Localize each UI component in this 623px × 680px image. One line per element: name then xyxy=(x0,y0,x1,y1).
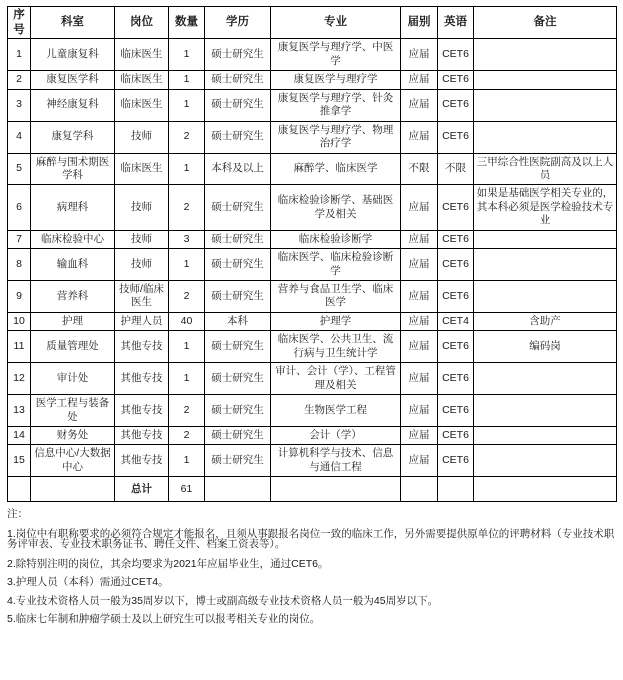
cell-graduation: 应届 xyxy=(401,71,438,89)
cell-department: 输血科 xyxy=(31,249,115,281)
cell-english: CET6 xyxy=(438,445,474,477)
cell-major: 护理学 xyxy=(271,312,401,330)
cell-department: 康复学科 xyxy=(31,121,115,153)
cell-post: 其他专技 xyxy=(115,445,169,477)
cell-education: 硕士研究生 xyxy=(205,363,271,395)
cell-remark: 编码岗 xyxy=(474,331,617,363)
table-row xyxy=(8,395,617,427)
cell-department: 康复医学科 xyxy=(31,71,115,89)
total-cell-graduation xyxy=(401,477,438,502)
cell-index: 4 xyxy=(8,121,31,153)
cell-quantity: 1 xyxy=(169,153,205,185)
cell-department: 审计处 xyxy=(31,363,115,395)
note-item: 3.护理人员（本科）需通过CET4。 xyxy=(7,576,169,589)
cell-education: 硕士研究生 xyxy=(205,331,271,363)
cell-quantity: 1 xyxy=(169,39,205,71)
note-item: 4.专业技术资格人员一般为35周岁以下，博士或副高级专业技术资格人员一般为45周岁以下。 xyxy=(7,594,439,607)
cell-post: 临床医生 xyxy=(115,71,169,89)
total-quantity: 61 xyxy=(169,477,205,502)
cell-english: CET6 xyxy=(438,249,474,281)
cell-index: 7 xyxy=(8,230,31,248)
cell-index: 10 xyxy=(8,312,31,330)
table-row xyxy=(8,281,617,313)
cell-english: CET6 xyxy=(438,363,474,395)
column-header-remark: 备注 xyxy=(474,7,617,39)
cell-major: 审计、会计（学）、工程管理及相关 xyxy=(271,363,401,395)
table-row xyxy=(8,39,617,71)
cell-major: 麻醉学、临床医学 xyxy=(271,153,401,185)
cell-index: 6 xyxy=(8,185,31,230)
total-cell-remark xyxy=(474,477,617,502)
cell-education: 硕士研究生 xyxy=(205,121,271,153)
cell-department: 麻醉与围术期医学科 xyxy=(31,153,115,185)
cell-quantity: 1 xyxy=(169,363,205,395)
cell-department: 儿童康复科 xyxy=(31,39,115,71)
cell-post: 其他专技 xyxy=(115,331,169,363)
cell-department: 神经康复科 xyxy=(31,89,115,121)
cell-post: 其他专技 xyxy=(115,395,169,427)
cell-graduation: 应届 xyxy=(401,395,438,427)
cell-education: 硕士研究生 xyxy=(205,281,271,313)
cell-major: 生物医学工程 xyxy=(271,395,401,427)
cell-department: 信息中心/大数据中心 xyxy=(31,445,115,477)
cell-major: 会计（学） xyxy=(271,426,401,444)
cell-english: CET4 xyxy=(438,312,474,330)
column-header-english: 英语 xyxy=(438,7,474,39)
cell-graduation: 应届 xyxy=(401,121,438,153)
cell-remark xyxy=(474,71,617,89)
cell-remark: 三甲综合性医院副高及以上人员 xyxy=(474,153,617,185)
cell-graduation: 应届 xyxy=(401,39,438,71)
cell-post: 技师 xyxy=(115,249,169,281)
cell-remark xyxy=(474,121,617,153)
cell-post: 技师 xyxy=(115,185,169,230)
cell-remark xyxy=(474,426,617,444)
cell-graduation: 应届 xyxy=(401,445,438,477)
table-row xyxy=(8,185,617,230)
table-header xyxy=(8,7,617,39)
cell-remark xyxy=(474,281,617,313)
cell-index: 3 xyxy=(8,89,31,121)
table-row xyxy=(8,249,617,281)
total-cell-major xyxy=(271,477,401,502)
cell-quantity: 1 xyxy=(169,71,205,89)
cell-major: 临床检验诊断学 xyxy=(271,230,401,248)
cell-graduation: 应届 xyxy=(401,249,438,281)
cell-department: 临床检验中心 xyxy=(31,230,115,248)
table-row xyxy=(8,445,617,477)
column-header-department: 科室 xyxy=(31,7,115,39)
note-item: 1.岗位中有职称要求的必须符合规定才能报名，且须从事跟报名岗位一致的临床工作，另外需要提供原单位的评聘材料（专业技术职务评审表、专业技术职务证书、聘任文件、档案工资表等）。 xyxy=(7,527,615,551)
column-header-post: 岗位 xyxy=(115,7,169,39)
column-header-major: 专业 xyxy=(271,7,401,39)
cell-department: 病理科 xyxy=(31,185,115,230)
cell-remark: 如果是基础医学相关专业的，其本科必须是医学检验技术专业 xyxy=(474,185,617,230)
cell-department: 营养科 xyxy=(31,281,115,313)
column-header-index: 序号 xyxy=(8,7,31,39)
cell-major: 计算机科学与技术、信息与通信工程 xyxy=(271,445,401,477)
table-row xyxy=(8,426,617,444)
cell-quantity: 2 xyxy=(169,185,205,230)
cell-post: 临床医生 xyxy=(115,39,169,71)
cell-post: 临床医生 xyxy=(115,153,169,185)
cell-education: 硕士研究生 xyxy=(205,395,271,427)
note-item: 2.除特别注明的岗位，其余均要求为2021年应届毕业生，通过CET6。 xyxy=(7,557,329,570)
cell-graduation: 不限 xyxy=(401,153,438,185)
cell-education: 硕士研究生 xyxy=(205,71,271,89)
cell-index: 13 xyxy=(8,395,31,427)
cell-major: 临床检验诊断学、基础医学及相关 xyxy=(271,185,401,230)
cell-department: 护理 xyxy=(31,312,115,330)
cell-major: 临床医学、公共卫生、流行病与卫生统计学 xyxy=(271,331,401,363)
cell-quantity: 40 xyxy=(169,312,205,330)
cell-education: 本科及以上 xyxy=(205,153,271,185)
cell-index: 9 xyxy=(8,281,31,313)
cell-english: CET6 xyxy=(438,230,474,248)
cell-major: 康复医学与理疗学、中医学 xyxy=(271,39,401,71)
cell-major: 营养与食品卫生学、临床医学 xyxy=(271,281,401,313)
cell-department: 医学工程与装备处 xyxy=(31,395,115,427)
cell-education: 硕士研究生 xyxy=(205,230,271,248)
cell-post: 临床医生 xyxy=(115,89,169,121)
cell-index: 1 xyxy=(8,39,31,71)
table-body xyxy=(8,39,617,502)
cell-quantity: 2 xyxy=(169,121,205,153)
cell-quantity: 2 xyxy=(169,395,205,427)
column-header-graduation: 届别 xyxy=(401,7,438,39)
cell-remark xyxy=(474,230,617,248)
cell-index: 8 xyxy=(8,249,31,281)
cell-english: 不限 xyxy=(438,153,474,185)
cell-english: CET6 xyxy=(438,71,474,89)
cell-quantity: 2 xyxy=(169,281,205,313)
total-cell-education xyxy=(205,477,271,502)
cell-education: 硕士研究生 xyxy=(205,39,271,71)
cell-english: CET6 xyxy=(438,121,474,153)
cell-department: 财务处 xyxy=(31,426,115,444)
table-row xyxy=(8,230,617,248)
cell-graduation: 应届 xyxy=(401,426,438,444)
table-row xyxy=(8,89,617,121)
notes-section xyxy=(7,509,616,625)
cell-post: 其他专技 xyxy=(115,426,169,444)
total-cell-department xyxy=(31,477,115,502)
cell-english: CET6 xyxy=(438,185,474,230)
cell-graduation: 应届 xyxy=(401,363,438,395)
cell-post: 护理人员 xyxy=(115,312,169,330)
cell-remark xyxy=(474,395,617,427)
cell-graduation: 应届 xyxy=(401,89,438,121)
cell-remark xyxy=(474,363,617,395)
cell-english: CET6 xyxy=(438,426,474,444)
total-cell-english xyxy=(438,477,474,502)
cell-quantity: 1 xyxy=(169,249,205,281)
cell-graduation: 应届 xyxy=(401,230,438,248)
cell-index: 2 xyxy=(8,71,31,89)
cell-remark xyxy=(474,249,617,281)
cell-index: 11 xyxy=(8,331,31,363)
total-row xyxy=(8,477,617,502)
cell-major: 康复医学与理疗学 xyxy=(271,71,401,89)
header-row xyxy=(8,7,617,39)
cell-graduation: 应届 xyxy=(401,185,438,230)
note-item: 5.临床七年制和肿瘤学硕士及以上研究生可以报考相关专业的岗位。 xyxy=(7,613,321,626)
cell-post: 其他专技 xyxy=(115,363,169,395)
cell-quantity: 1 xyxy=(169,445,205,477)
table-row xyxy=(8,153,617,185)
cell-education: 硕士研究生 xyxy=(205,426,271,444)
cell-english: CET6 xyxy=(438,395,474,427)
cell-major: 康复医学与理疗学、物理治疗学 xyxy=(271,121,401,153)
cell-graduation: 应届 xyxy=(401,312,438,330)
notes-list xyxy=(7,529,616,625)
column-header-quantity: 数量 xyxy=(169,7,205,39)
cell-education: 硕士研究生 xyxy=(205,185,271,230)
table-row xyxy=(8,71,617,89)
cell-education: 硕士研究生 xyxy=(205,445,271,477)
cell-english: CET6 xyxy=(438,281,474,313)
cell-remark: 含助产 xyxy=(474,312,617,330)
table-row xyxy=(8,363,617,395)
column-header-education: 学历 xyxy=(205,7,271,39)
cell-education: 本科 xyxy=(205,312,271,330)
cell-education: 硕士研究生 xyxy=(205,89,271,121)
cell-post: 技师 xyxy=(115,230,169,248)
recruitment-table xyxy=(7,6,617,502)
cell-remark xyxy=(474,445,617,477)
cell-english: CET6 xyxy=(438,89,474,121)
cell-quantity: 1 xyxy=(169,89,205,121)
cell-major: 临床医学、临床检验诊断学 xyxy=(271,249,401,281)
cell-post: 技师 xyxy=(115,121,169,153)
table-row xyxy=(8,121,617,153)
cell-index: 14 xyxy=(8,426,31,444)
cell-graduation: 应届 xyxy=(401,331,438,363)
total-cell-index xyxy=(8,477,31,502)
cell-index: 12 xyxy=(8,363,31,395)
cell-quantity: 2 xyxy=(169,426,205,444)
cell-index: 5 xyxy=(8,153,31,185)
cell-education: 硕士研究生 xyxy=(205,249,271,281)
cell-quantity: 3 xyxy=(169,230,205,248)
cell-post: 技师/临床医生 xyxy=(115,281,169,313)
cell-index: 15 xyxy=(8,445,31,477)
cell-quantity: 1 xyxy=(169,331,205,363)
cell-remark xyxy=(474,89,617,121)
cell-graduation: 应届 xyxy=(401,281,438,313)
cell-major: 康复医学与理疗学、针灸推拿学 xyxy=(271,89,401,121)
table-row xyxy=(8,331,617,363)
table-row xyxy=(8,312,617,330)
notes-title: 注： xyxy=(7,508,28,521)
cell-department: 质量管理处 xyxy=(31,331,115,363)
total-label: 总计 xyxy=(115,477,169,502)
cell-english: CET6 xyxy=(438,331,474,363)
cell-english: CET6 xyxy=(438,39,474,71)
cell-remark xyxy=(474,39,617,71)
